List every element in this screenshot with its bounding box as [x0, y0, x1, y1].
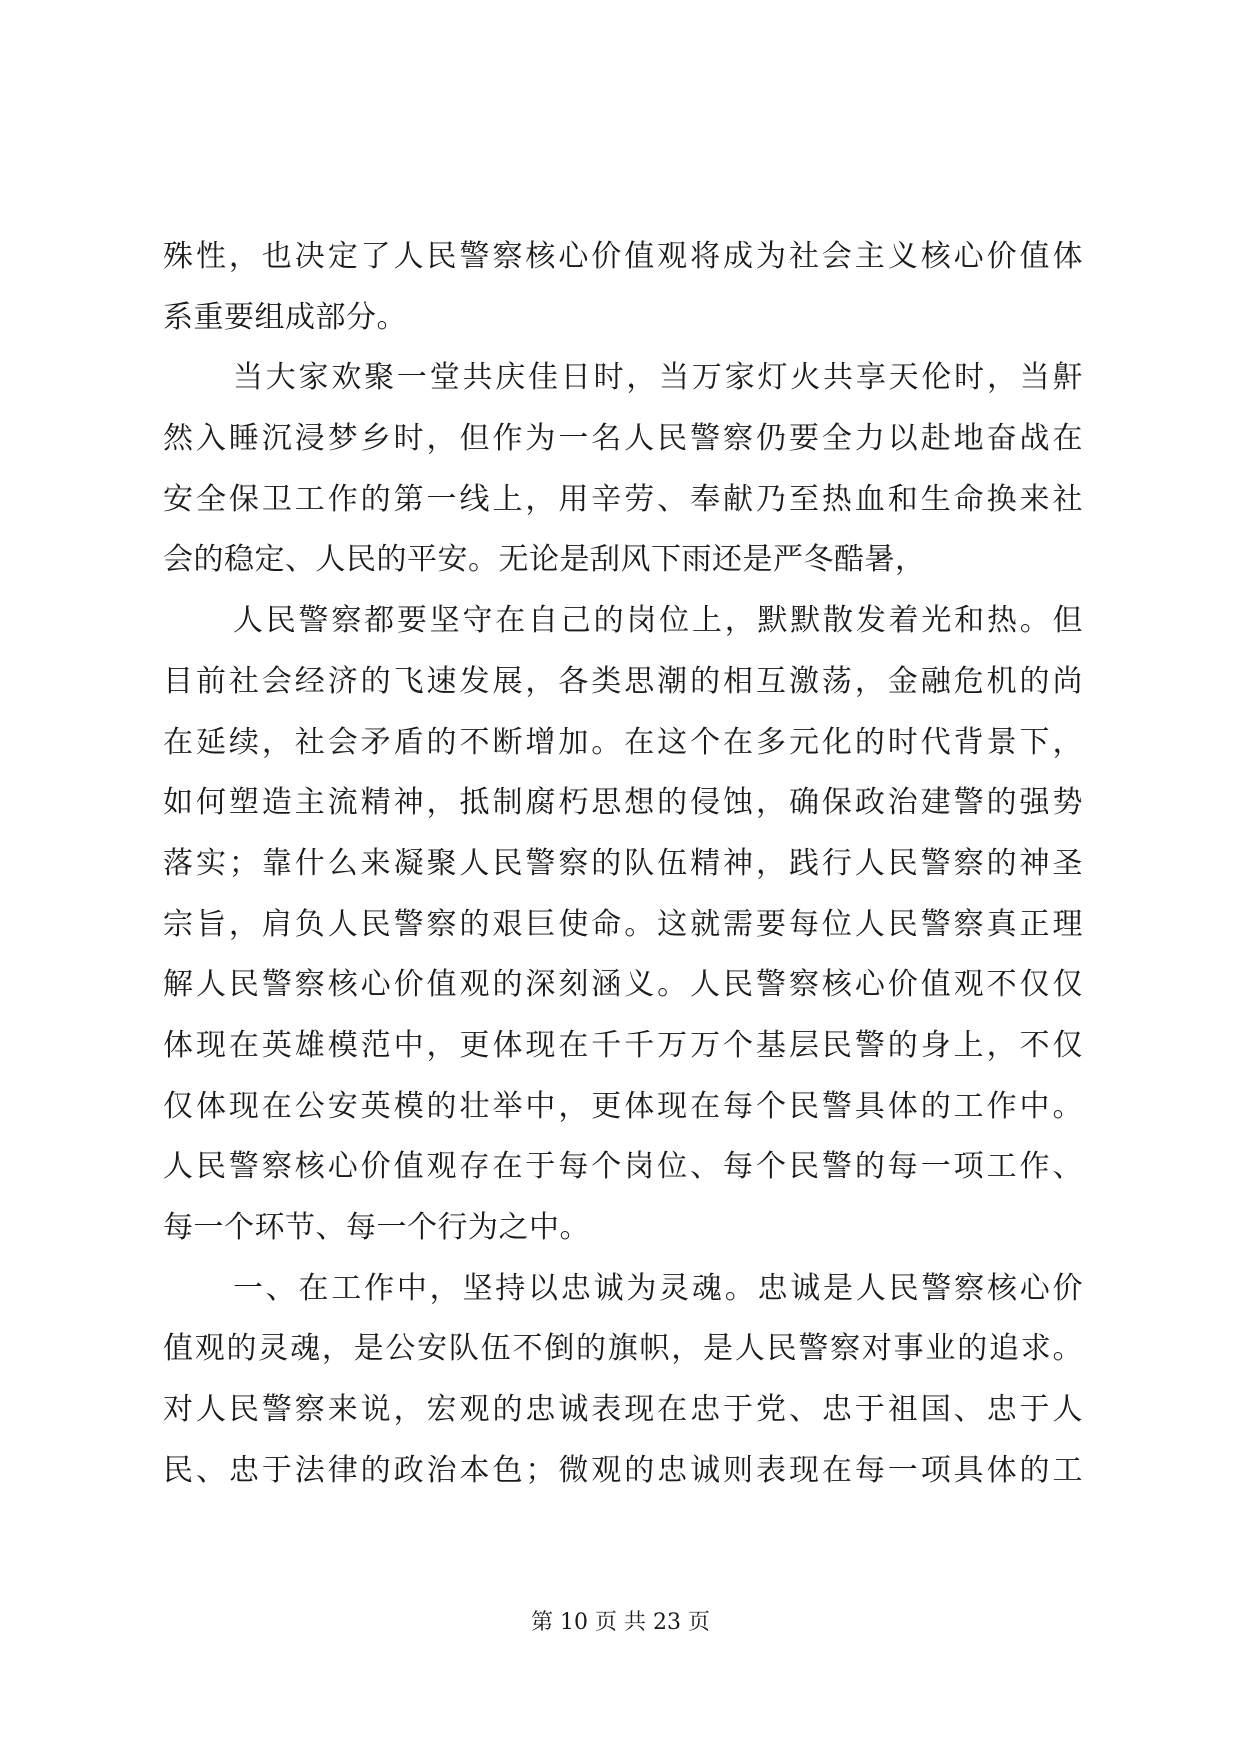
text-line: 落实；靠什么来凝聚人民警察的队伍精神，践行人民警察的神圣	[163, 845, 1083, 881]
text-line: 在延续，社会矛盾的不断增加。在这个在多元化的时代背景下，	[163, 724, 1083, 760]
text-line: 会的稳定、人民的平安。无论是刮风下雨还是严冬酷暑，	[163, 542, 926, 578]
text-line: 仅体现在公安英模的壮举中，更体现在每个民警具体的工作中。	[163, 1088, 1083, 1124]
text-line: 系重要组成部分。	[163, 299, 407, 335]
page-number-footer: 第 10 页 共 23 页	[531, 1610, 710, 1635]
text-line: 如何塑造主流精神，抵制腐朽思想的侵蚀，确保政治建警的强势	[163, 785, 1083, 821]
text-line: 值观的灵魂，是公安队伍不倒的旗帜，是人民警察对事业的追求。	[163, 1331, 1083, 1367]
paragraph-first-line: 一、在工作中，坚持以忠诚为灵魂。忠诚是人民警察核心价	[233, 1270, 1083, 1306]
text-line: 宗旨，肩负人民警察的艰巨使命。这就需要每位人民警察真正理	[163, 906, 1083, 942]
body-text	[163, 227, 1083, 1501]
text-line: 解人民警察核心价值观的深刻涵义。人民警察核心价值观不仅仅	[163, 967, 1083, 1003]
paragraph-first-line: 当大家欢聚一堂共庆佳日时，当万家灯火共享天伦时，当鼾	[233, 360, 1083, 396]
text-line: 对人民警察来说，宏观的忠诚表现在忠于党、忠于祖国、忠于人	[163, 1392, 1083, 1428]
paragraph-first-line: 人民警察都要坚守在自己的岗位上，默默散发着光和热。但	[233, 603, 1083, 639]
text-line: 体现在英雄模范中，更体现在千千万万个基层民警的身上，不仅	[163, 1027, 1083, 1063]
text-line: 人民警察核心价值观存在于每个岗位、每个民警的每一项工作、	[163, 1149, 1083, 1185]
text-line: 然入睡沉浸梦乡时，但作为一名人民警察仍要全力以赴地奋战在	[163, 421, 1083, 457]
text-line: 安全保卫工作的第一线上，用辛劳、奉献乃至热血和生命换来社	[163, 481, 1083, 517]
text-line: 每一个环节、每一个行为之中。	[163, 1210, 590, 1245]
text-line: 目前社会经济的飞速发展，各类思潮的相互激荡，金融危机的尚	[163, 663, 1083, 699]
text-line: 民、忠于法律的政治本色；微观的忠诚则表现在每一项具体的工	[163, 1452, 1083, 1488]
text-line: 殊性，也决定了人民警察核心价值观将成为社会主义核心价值体	[163, 239, 1083, 274]
